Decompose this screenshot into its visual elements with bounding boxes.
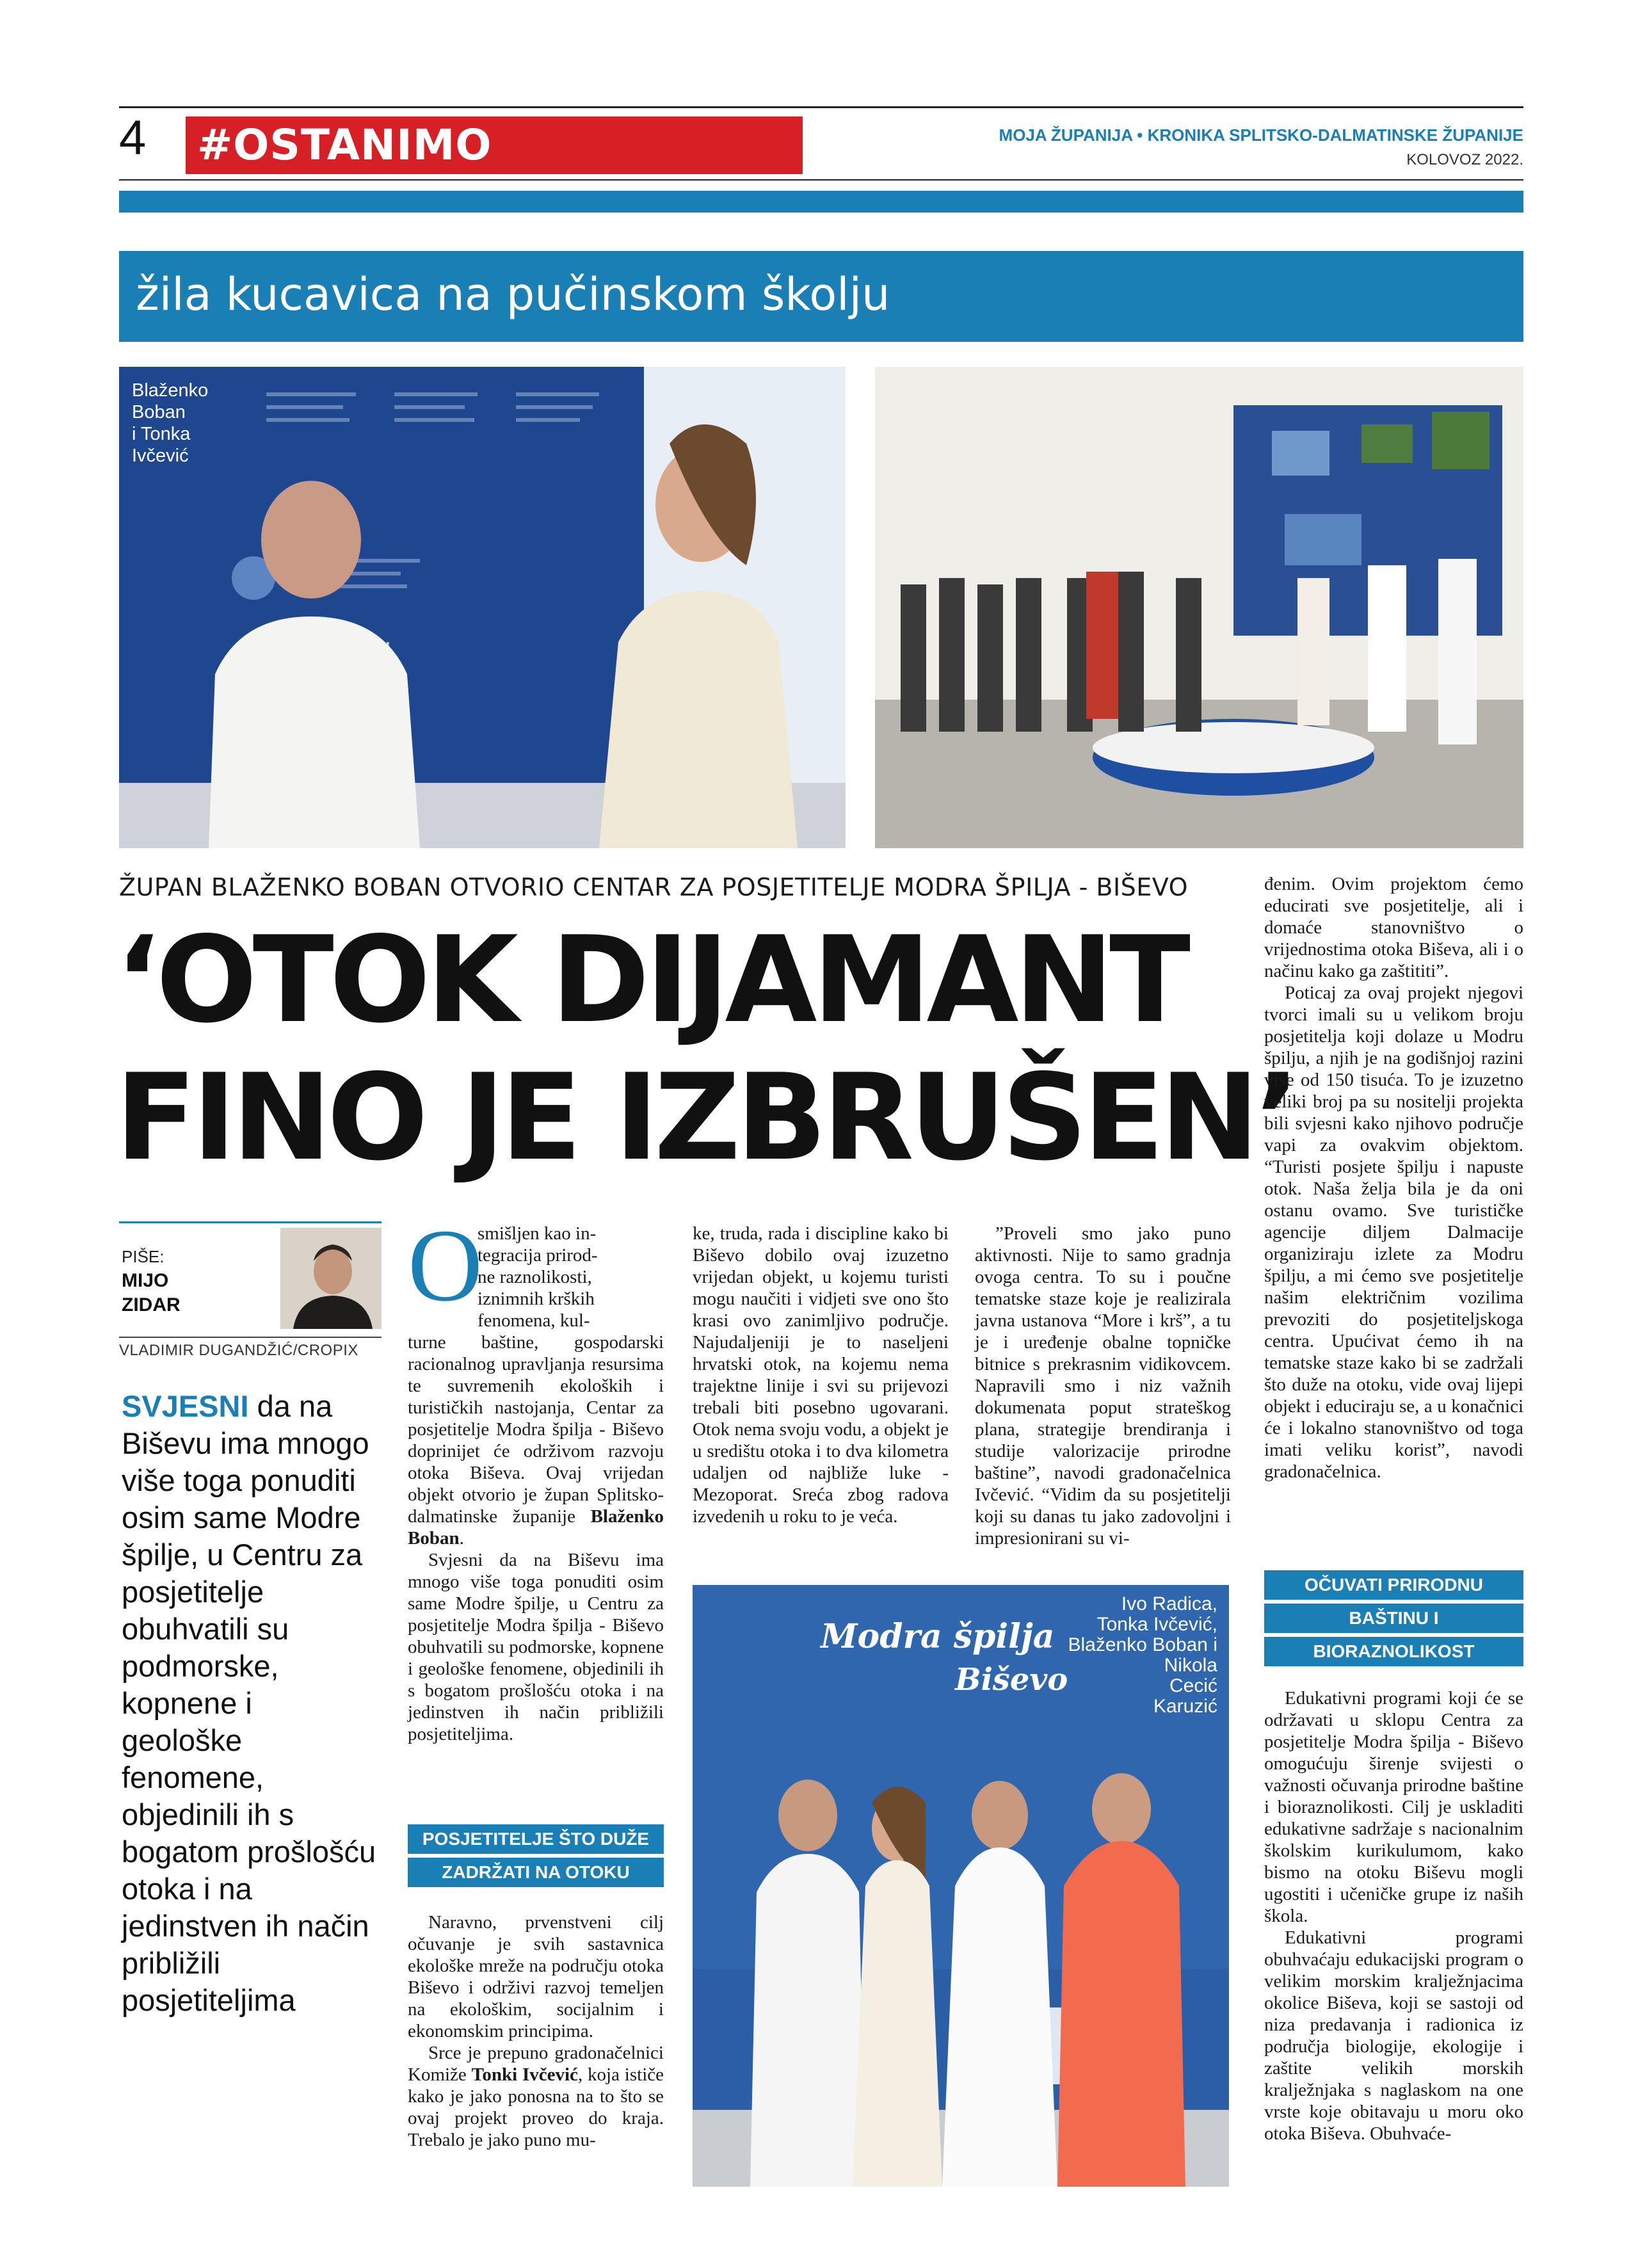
page-number: 4 (119, 111, 147, 165)
caption-line: Ivčević (132, 446, 189, 466)
column-2-body (693, 1223, 949, 1527)
column-1-body (408, 1331, 664, 1745)
subhead-line: ZADRŽATI NA OTOKU (408, 1858, 664, 1887)
text-line: smišljen kao in- (478, 1223, 597, 1244)
subhead-line: BAŠTINU I (1264, 1604, 1523, 1633)
paragraph: ”Proveli smo jako puno aktivnosti. Nije to samo gradnja ovoga centra. To su i poučne tematske staze koje je realizirala javna ustanova “More i krš”, a tu je i uređenje obalne topničke bitnice s prekrasnim vidikovcem. Napravili smo i niz važnih dokumenata poput strateškog plana, strategije brendiranja i studije valorizacije prirodne baštine”, navodi gradonačelnica Ivčević. “Vidim da su posjetitelji koji su danas tu jako zadovoljni i impresionirani su vi- (975, 1223, 1231, 1548)
author-label: PIŠE: (122, 1247, 165, 1266)
caption-line: Blaženko (132, 380, 209, 401)
article-kicker: ŽUPAN BLAŽENKO BOBAN OTVORIO CENTAR ZA POSJETITELJE MODRA ŠPILJA - BIŠEVO (119, 873, 1189, 901)
paragraph (408, 2042, 664, 2151)
author-last-name: ZIDAR (122, 1294, 181, 1315)
caption-line: i Tonka (132, 424, 191, 444)
caption-line: Tonka Ivčević, (1096, 1614, 1217, 1635)
sign-subtitle: Biševo (955, 1662, 1068, 1698)
photo-four-officials (693, 1585, 1229, 2187)
lead-keyword: SVJESNI (122, 1389, 249, 1423)
column-4-body (1264, 873, 1523, 1483)
caption-line: Cecić (1169, 1675, 1217, 1696)
author-name (122, 1269, 181, 1317)
subhead-2 (1264, 1570, 1523, 1666)
publication-name: MOJA ŽUPANIJA • KRONIKA SPLITSKO-DALMATINSKE ŽUPANIJE (999, 125, 1523, 145)
caption-line: Karuzić (1153, 1696, 1217, 1717)
paragraph: Poticaj za ovaj projekt njegovi tvorci imali su u velikom broju posjetitelja koji dolaze u Modru špilju, a njih je na godišnjoj razini više od 150 tisuća. To je izuzetno veliki broj pa su nositelji projekta bili svjesni kako njihovo područje vapi za ovakvim objektom. “Turisti posjete špilju i napuste otok. Naša želja bila je da oni ostanu ovamo. Sve turističke agencije diljem Dalmacije organiziraju izlete za Modru špilju, a mi ćemo sve posjetitelje našim električnim vozilima prevoziti do posjetiteljskoga centra. Upućivat ćemo ih na tematske staze kako bi se zadržali što duže na otoku, vide ovaj lijepi objekt i educiraju se, a u konačnici će i lokalno stanovništvo od toga imati veliku korist”, navodi gradonačelnica. (1264, 983, 1523, 1482)
caption-line: Nikola (1164, 1655, 1217, 1676)
drop-cap: O (408, 1209, 483, 1323)
header-bottom-rule (119, 179, 1523, 181)
photo-bottom-caption (1051, 1594, 1217, 1717)
photo-credit: VLADIMIR DUGANDŽIĆ/CROPIX (119, 1342, 358, 1359)
author-rule-top (119, 1221, 381, 1223)
header-color-bar (119, 191, 1523, 213)
subhead-1 (408, 1824, 664, 1887)
photo-left-illustration (119, 367, 846, 848)
author-rule-bottom (119, 1337, 381, 1338)
text-line: iznimnih krških (478, 1289, 595, 1309)
column-3-body (975, 1223, 1231, 1549)
header-top-rule (119, 106, 1523, 108)
headline-line-2: FINO JE IZBRUŠEN’ (115, 1048, 1296, 1187)
paragraph: đenim. Ovim projektom ćemo educirati sve posjetitelje, ali i domaće stanovništvo o vrijednostima otoka Biševa, ali i o načinu kako ga zaštititi”. (1264, 874, 1523, 981)
section-tag: #OSTANIMO (186, 117, 803, 174)
paragraph: Svjesni da na Biševu ima mnogo više toga ponuditi osim same Modre špilje, u Centru za posjetitelje Modra špilja - Biševo obuhvatili su podmorske, kopnene i geološke fenomene, objedinili ih s bogatom prošlošću otoka i na jedinstven ih način približili posjetiteljima. (408, 1550, 664, 1744)
caption-line: Blaženko Boban i (1068, 1634, 1217, 1655)
caption-line: Boban (132, 402, 186, 422)
person-name: Tonki Ivčević (471, 2064, 578, 2085)
paragraph: ke, truda, rada i discipline kako bi Biševo dobilo ovaj izuzetno vrijedan objekt, u kojemu turisti mogu naučiti i vidjeti sve ono što krasi ovo zanimljivo područje. Najudaljeniji je to naseljeni hrvatski otok, na kojemu nema trajektne linije i svi su prijevozi trebali biti posebno ugovarani. Otok nema svoju vodu, a objekt je u središtu otoka i to dva kilometra udaljen od najbliže luke - Mezoporat. Sreća zbog radova izvedenih u roku to je veća. (693, 1223, 949, 1527)
author-portrait (280, 1228, 381, 1329)
text-line: ne raznolikosti, (478, 1267, 592, 1287)
paragraph: Edukativni programi obuhvaćaju edukacijski program o velikim morskim kralježnjacima okolice Biševa, koji se sastoji od niza predavanja i radionica iz područja biologije, ekologije i zaštite velikih morskih kralježnjaka s naglaskom na one vrste koje obitavaju u moru oko otoka Biševa. Obuhvaće- (1264, 1927, 1523, 2144)
article-lead (122, 1388, 378, 2019)
publication-date: KOLOVOZ 2022. (1406, 151, 1523, 168)
photo-boban-ivcevic (119, 367, 846, 848)
subhead-line: OČUVATI PRIRODNU (1264, 1570, 1523, 1600)
column-1-continued (408, 1911, 664, 2151)
topic-banner-text: žila kucavica na pučinskom školju (136, 268, 890, 321)
paragraph-text: turne baštine, gospodarski racionalnog upravljanja resursima te suvremenih ekoloških i turističkih nastojanja, Centar za posjetitelje Modra špilja - Biševo doprinijet će održivom razvoju otoka Biševa. Ovaj vrijedan objekt otvorio je župan Splitsko-dalmatinske županije (408, 1332, 664, 1527)
sign-title: Modra špilja (821, 1617, 1055, 1656)
paragraph-text: Srce je prepuno gradonačelnici Komiže (408, 2043, 664, 2085)
text-line: tegracija prirod- (478, 1245, 598, 1266)
lead-text: da na Biševu ima mnogo više toga ponuditi osim same Modre špilje, u Centru za posjetitelje obuhvatili su podmorske, kopnene i geološke fenomene, objedinili ih s bogatom prošlošću otoka i na jedinstven ih način približili posjetiteljima (122, 1389, 376, 2017)
paragraph: Naravno, prvenstveni cilj očuvanje je svih sastavnica ekološke mreže na području otoka Biševo i održivi razvoj temeljen na ekološkim, socijalnim i ekonomskim principima. (408, 1912, 664, 2041)
column-1-opening (478, 1223, 663, 1331)
person-name: Blaženko Boban (408, 1506, 664, 1548)
subhead-line: BIORAZNOLIKOST (1264, 1637, 1523, 1666)
column-4-continued (1264, 1687, 1523, 2144)
photo-right-illustration (875, 367, 1523, 848)
paragraph-text: . (459, 1528, 464, 1548)
text-line: fenomena, kul- (478, 1310, 590, 1331)
photo-left-caption (132, 380, 208, 467)
photo-visitors-group (875, 367, 1523, 848)
caption-line: Ivo Radica, (1121, 1593, 1217, 1614)
author-first-name: MIJO (122, 1270, 169, 1291)
subhead-line: POSJETITELJE ŠTO DUŽE (408, 1824, 664, 1854)
author-photo (280, 1228, 381, 1329)
paragraph: Edukativni programi koji će se održavati u sklopu Centra za posjetitelje Modra špilja - Biševo omogućuju širenje svijesti o važnosti očuvanja prirodne baštine i bioraznolikosti. Cilj je uskladiti edukativne sadržaje s nacionalnim školskim kurikulumom, kako bismo na otoku Biševu mogli ugostiti i učeničke grupe iz naših škola. (1264, 1688, 1523, 1926)
paragraph-text: , koja ističe kako je jako ponosna na to što se ovaj projekt proveo do kraja. Trebalo je jako puno mu- (408, 2064, 664, 2150)
headline-line-1: ‘OTOK DIJAMANT (115, 910, 1186, 1049)
paragraph (408, 1331, 664, 1549)
